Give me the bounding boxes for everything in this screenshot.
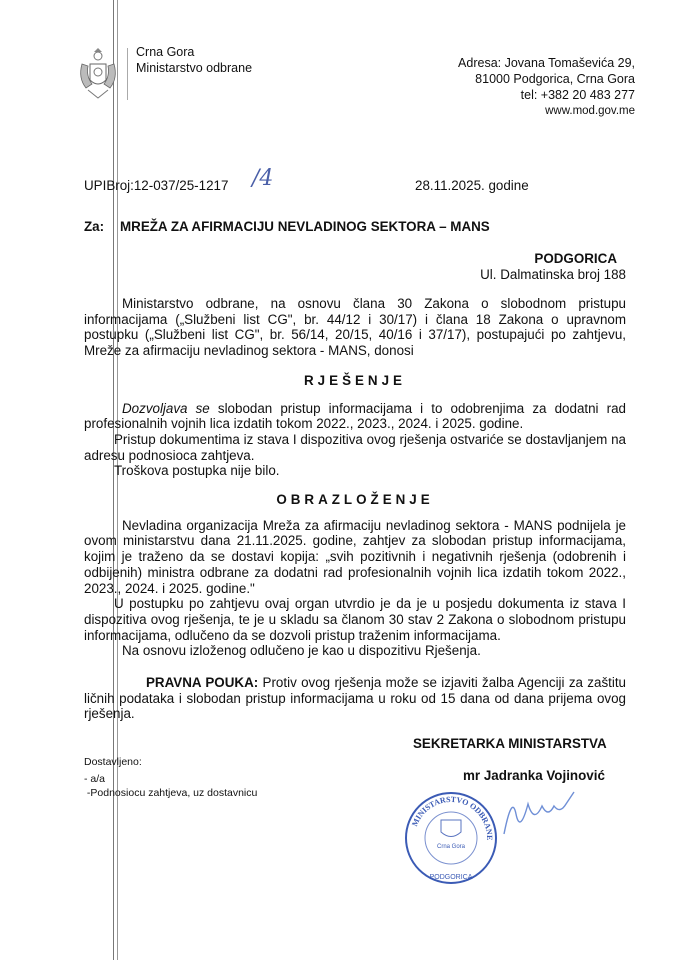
letterhead-title: [136, 44, 252, 76]
decision-access: Pristup dokumentima iz stava I dispozitiva ovog rješenja ostvariće se dostavljanjem na adresu podnosioca zahtjeva.: [84, 431, 626, 463]
document-date: 28.11.2025. godine: [415, 178, 529, 193]
address-block: [458, 55, 635, 119]
decision-body: [84, 401, 626, 480]
stamp-top-text: Crna Gora: [436, 844, 466, 851]
decision-emphasis: Dozvoljava se: [122, 400, 210, 416]
website-link[interactable]: www.mod.gov.me: [545, 105, 635, 117]
decision-text: slobodan pristup informacijama i to odobrenjima za dodatni rad profesionalnih vojnih lica izdatih tokom 2022., 2023., 2024. i 2025. godine.: [84, 400, 627, 432]
coat-of-arms-logo: [76, 44, 120, 109]
document-body: [84, 296, 626, 896]
ministry-name: Ministarstvo odbrane: [136, 61, 253, 75]
signature-area: [84, 736, 626, 896]
intro-text: Ministarstvo odbrane, na osnovu člana 30 Zakona o slobodnom pristupu informacijama („Službeni list CG", br. 44/12 i 30/17) i člana 18 Zakona o upravnom postupku („Službeni list CG", br. 56/14, 20/15, 40/16 i 37/17), postupajući po zahtjevu, Mreže za afirmaciju nevladinog sektora - MANS, donosi: [84, 296, 626, 359]
phone-line: tel: +382 20 483 277: [520, 88, 635, 102]
stamp-bottom-text: PODGORICA: [429, 874, 473, 882]
reasoning-body: [84, 518, 626, 659]
signatory-name: mr Jadranka Vojinović: [463, 768, 605, 784]
header-divider: [127, 48, 128, 100]
signatory-title: SEKRETARKA MINISTARSTVA: [413, 736, 607, 752]
decision-costs: Troškova postupka nije bilo.: [114, 463, 280, 479]
official-stamp: [403, 790, 499, 890]
address-line: Adresa: Jovana Tomaševića 29,: [458, 56, 635, 70]
delivered-item: - a/a: [84, 773, 106, 786]
recipient-name: MREŽA ZA AFIRMACIJU NEVLADINOG SEKTORA – MANS: [120, 219, 490, 234]
handwritten-suffix: /4: [252, 166, 274, 191]
reasoning-finding: U postupku po zahtjevu ovaj organ utvrdio je da je u posjedu dokumenta iz stava I dispozitiva ovog rješenja, te je u skladu sa članom 30 stav 2 Zakona o slobodnom pristupu informacijama, odlučeno da se dozvoli pristup traženim informacijama.: [84, 596, 626, 643]
reasoning-request: Nevladina organizacija Mreža za afirmaciju nevladinog sektora - MANS podnijela je ovom ministarstvu dana 21.11.2025. godine, zahtjev za slobodan pristup informacijama, kojim je traženo da se dostavi kopija: „svih pozitivnih i negativnih rješenja (odobrenih i odbijenih) ministra odbrane za dodatni rad profesionalnih vojnih lica izdatih tokom 2022., 2023., 2024. i 2025. godine.": [84, 517, 626, 596]
legal-notice: [84, 675, 626, 722]
address-line: 81000 Podgorica, Crna Gora: [475, 72, 635, 86]
reference-number: UPIBroj:12-037/25-1217: [84, 178, 229, 193]
recipient-city: PODGORICA: [534, 251, 617, 266]
recipient-label: Za:: [84, 219, 105, 234]
legal-notice-text: Protiv ovog rješenja može se izjaviti žalba Agenciji za zaštitu ličnih podataka i slobodan pristup informacijama u roku od 15 dana od dana prijema ovog rješenja.: [84, 675, 626, 722]
delivered-item: -Podnosiocu zahtjeva, uz dostavnicu: [84, 787, 258, 800]
delivered-label: Dostavljeno:: [84, 756, 142, 769]
delivered-list: [84, 755, 257, 800]
country-name: Crna Gora: [136, 45, 195, 59]
reasoning-title: OBRAZLOŽENJE: [276, 492, 434, 508]
decision-title: RJEŠENJE: [304, 372, 406, 388]
reasoning-conclusion: Na osnovu izloženog odlučeno je kao u dispozitivu Rješenja.: [122, 643, 481, 659]
handwritten-signature: [494, 784, 584, 848]
recipient-street: Ul. Dalmatinska broj 188: [480, 267, 626, 282]
legal-notice-label: PRAVNA POUKA:: [146, 675, 259, 691]
stamp-ring-text: MINISTARSTVO ODBRANE: [410, 795, 495, 841]
